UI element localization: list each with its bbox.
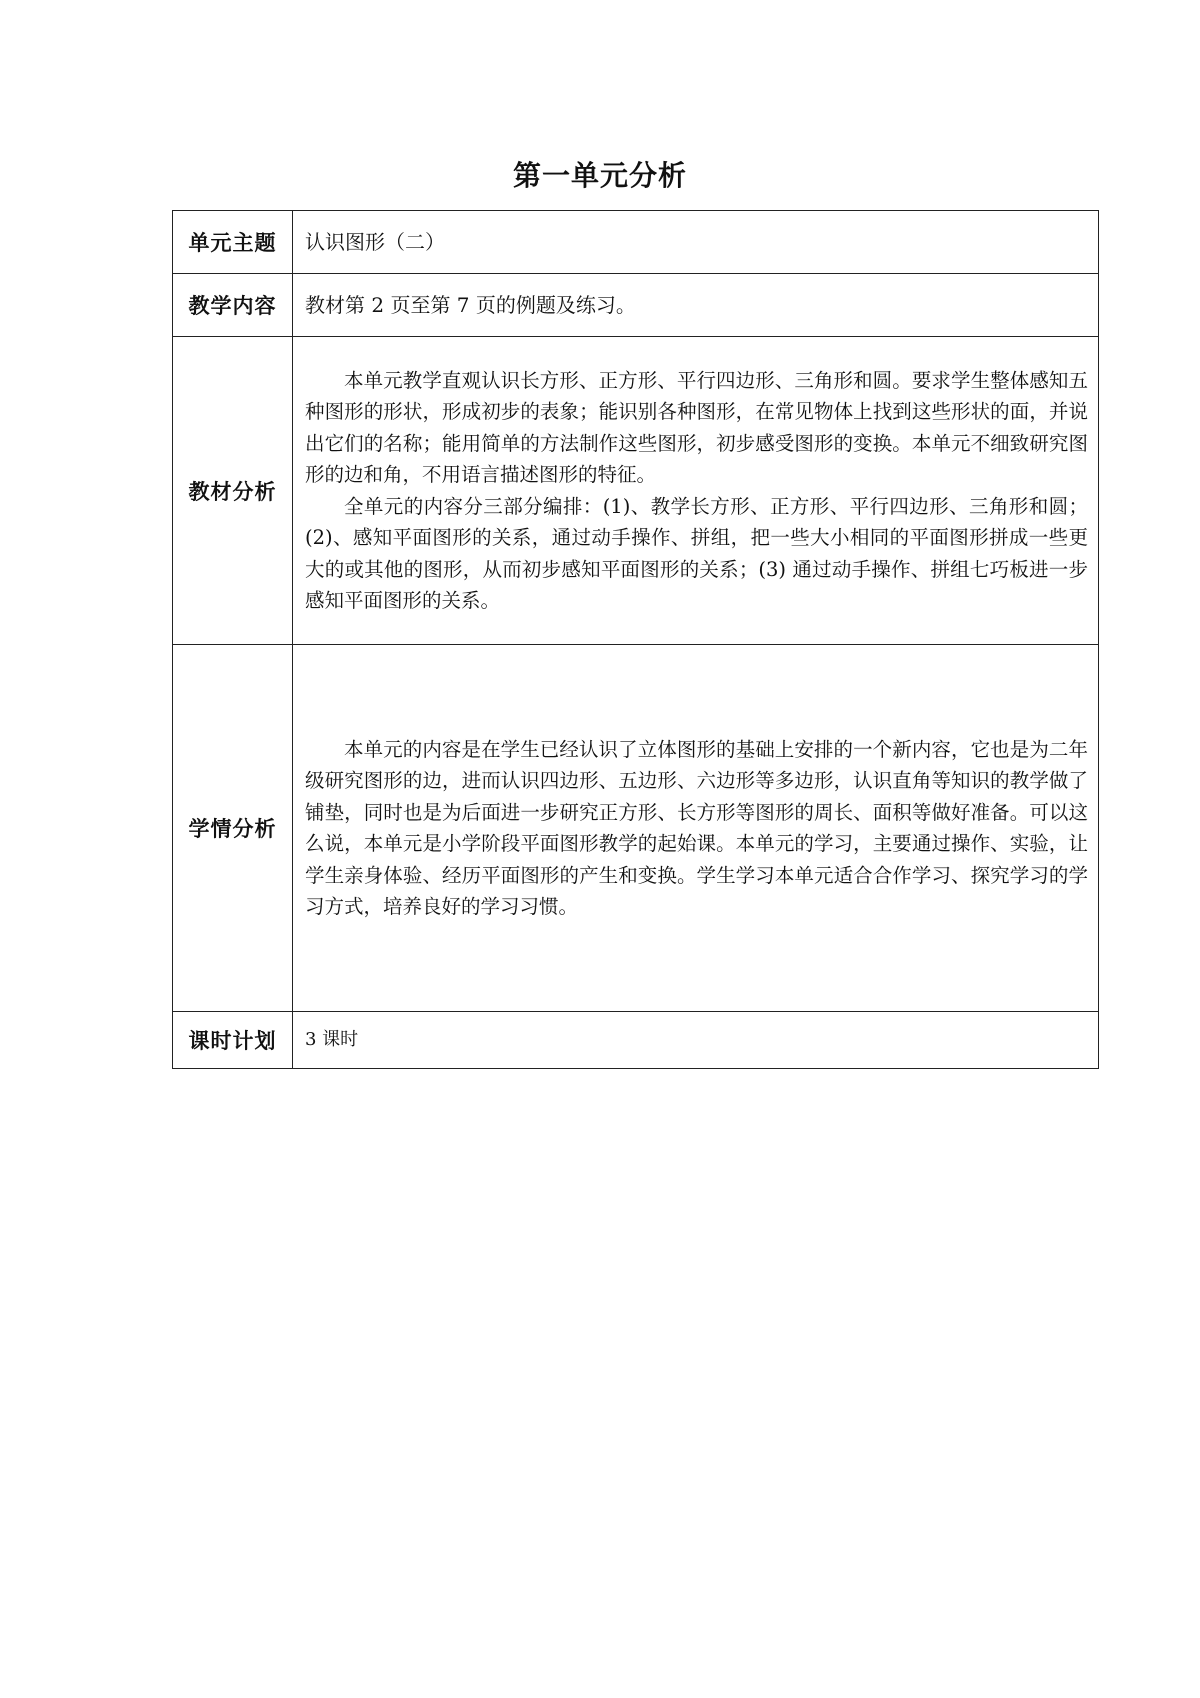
row-label-lesson-plan: 课时计划	[173, 1012, 293, 1069]
table-row-lesson-plan	[173, 1012, 1099, 1069]
row-label-textbook-analysis: 教材分析	[173, 337, 293, 645]
student-analysis-paragraph: 本单元的内容是在学生已经认识了立体图形的基础上安排的一个新内容，它也是为二年级研究图形的边，进而认识四边形、五边形、六边形等多边形，认识直角等知识的教学做了铺垫，同时也是为后面进一步研究正方形、长方形等图形的周长、面积等做好准备。可以这么说，本单元是小学阶段平面图形教学的起始课。本单元的学习，主要通过操作、实验，让学生亲身体验、经历平面图形的产生和变换。学生学习本单元适合合作学习、探究学习的学习方式，培养良好的学习习惯。	[305, 737, 1088, 918]
row-value-lesson-plan: 3 课时	[293, 1012, 1099, 1069]
table-row-textbook-analysis	[173, 337, 1099, 645]
row-value-unit-theme: 认识图形（二）	[293, 211, 1099, 274]
row-value-textbook-analysis	[293, 337, 1099, 645]
row-label-unit-theme: 单元主题	[173, 211, 293, 274]
row-value-teaching-content: 教材第 2 页至第 7 页的例题及练习。	[293, 274, 1099, 337]
unit-analysis-table	[172, 210, 1099, 1069]
row-label-teaching-content: 教学内容	[173, 274, 293, 337]
table-row-unit-theme	[173, 211, 1099, 274]
textbook-analysis-paragraph: 本单元教学直观认识长方形、正方形、平行四边形、三角形和圆。要求学生整体感知五种图形的形状，形成初步的表象；能识别各种图形，在常见物体上找到这些形状的面，并说出它们的名称；能用简单的方法制作这些图形，初步感受图形的变换。本单元不细致研究图形的边和角，不用语言描述图形的特征。	[305, 368, 1088, 486]
row-value-student-analysis	[293, 645, 1099, 1012]
table-row-student-analysis	[173, 645, 1099, 1012]
table-row-teaching-content	[173, 274, 1099, 337]
page-title: 第一单元分析	[512, 159, 687, 192]
row-label-student-analysis: 学情分析	[173, 645, 293, 1012]
textbook-analysis-paragraph: 全单元的内容分三部分编排：(1)、教学长方形、正方形、平行四边形、三角形和圆；(2)、感知平面图形的关系，通过动手操作、拼组，把一些大小相同的平面图形拼成一些更大的或其他的图形，从而初步感知平面图形的关系；(3) 通过动手操作、拼组七巧板进一步感知平面图形的关系。	[305, 494, 1088, 612]
